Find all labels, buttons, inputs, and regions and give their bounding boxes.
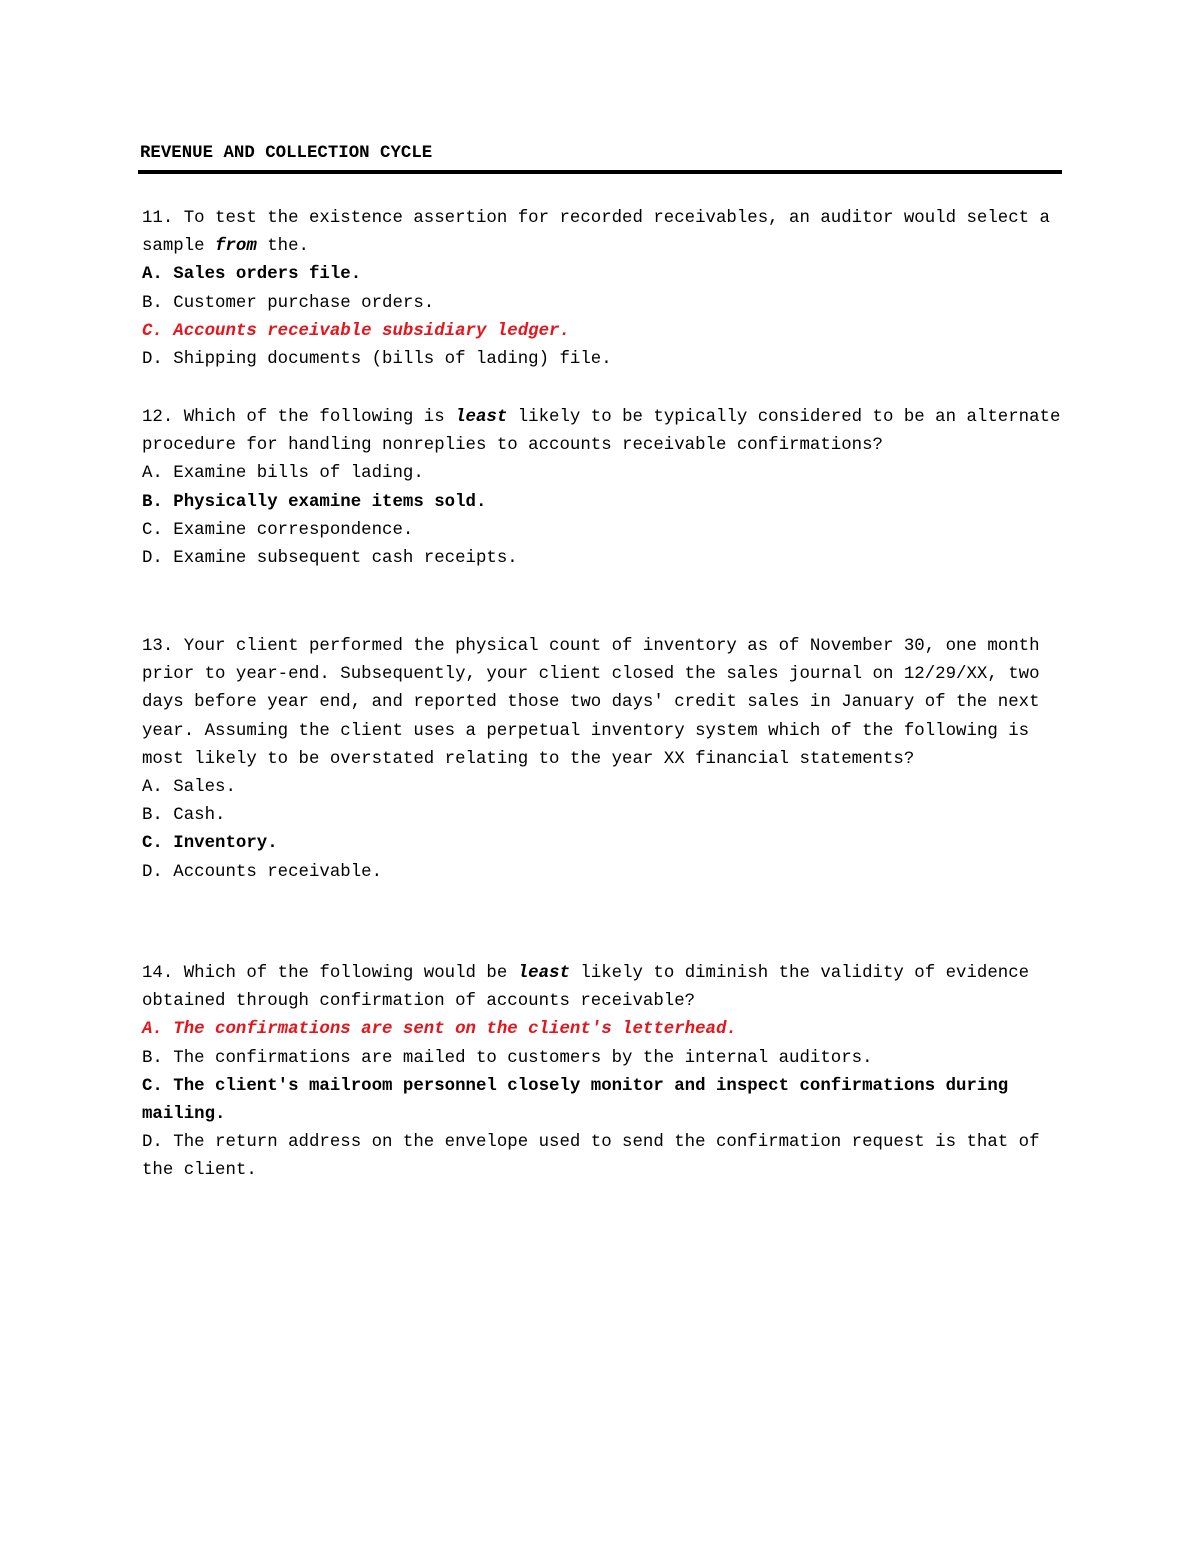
option-a: A. The confirmations are sent on the client's letterhead.: [142, 1020, 737, 1040]
question-14: [142, 960, 1072, 1186]
option-d: D. Accounts receivable.: [142, 862, 383, 882]
option-d: D. The return address on the envelope used to send the confirmation request is that of the client.: [142, 1133, 1050, 1181]
option-a: A. Sales orders file.: [142, 265, 362, 285]
heading-rule: [138, 170, 1062, 174]
option-b: B. Physically examine items sold.: [142, 492, 487, 512]
option-c: C. The client's mailroom personnel closely monitor and inspect confirmations during mailing.: [142, 1076, 1019, 1125]
question-12: [142, 404, 1072, 573]
option-a: A. Sales.: [142, 778, 236, 798]
option-c: C. Examine correspondence.: [142, 520, 414, 540]
question-stem: 13. Your client performed the physical count of inventory as of November 30, one month prior to year-end. Subsequently, your client closed the sales journal on 12/29/XX, two days before year end, and reported those two days' credit sales in January of the next year. Assuming the client uses a perpetual inventory system which of the following is most likely to be overstated relating to the year XX financial statements?: [142, 637, 1050, 769]
option-d: D. Shipping documents (bills of lading) file.: [142, 350, 612, 370]
option-b: B. The confirmations are mailed to customers by the internal auditors.: [142, 1048, 873, 1068]
option-b: B. Customer purchase orders.: [142, 293, 435, 313]
option-b: B. Cash.: [142, 806, 226, 826]
question-stem: 12. Which of the following is least likely to be typically considered to be an alternate procedure for handling nonreplies to accounts receivable confirmations?: [142, 408, 1071, 456]
option-c: C. Inventory.: [142, 834, 278, 854]
option-a: A. Examine bills of lading.: [142, 464, 424, 484]
question-stem: 11. To test the existence assertion for recorded receivables, an auditor would select a sample from the.: [142, 209, 1061, 257]
option-c: C. Accounts receivable subsidiary ledger.: [142, 321, 570, 341]
question-11: [142, 205, 1072, 374]
page-heading: REVENUE AND COLLECTION CYCLE: [140, 144, 433, 163]
question-stem: 14. Which of the following would be least likely to diminish the validity of evidence obtained through confirmation of accounts receivable?: [142, 964, 1040, 1012]
option-d: D. Examine subsequent cash receipts.: [142, 549, 518, 569]
question-13: [142, 633, 1072, 887]
